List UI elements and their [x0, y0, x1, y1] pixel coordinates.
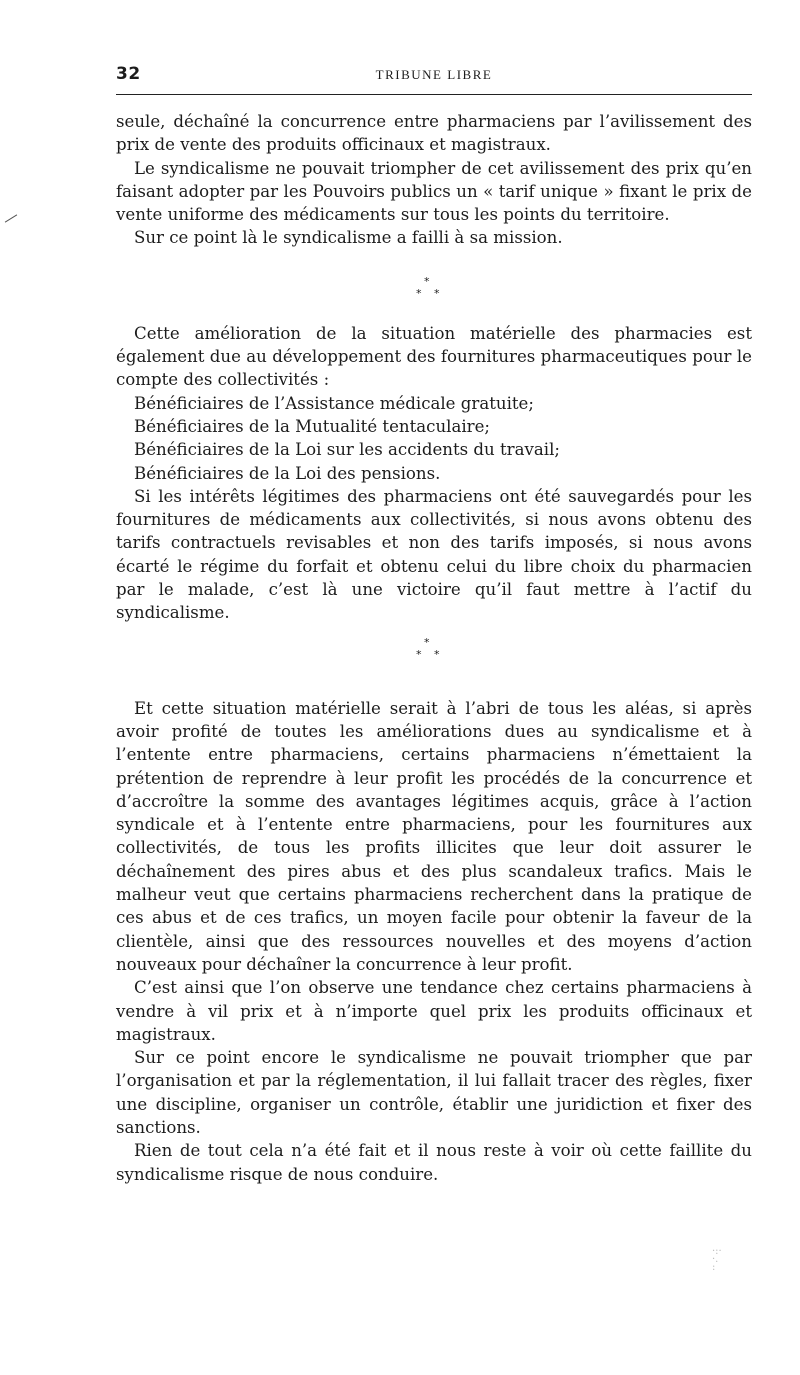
- section-separator-asterism: [116, 252, 752, 322]
- paragraph-faillite: Rien de tout cela n’a été fait et il nous reste à voir où cette faillite du syndicalisme risque de nous conduire.: [116, 1141, 752, 1184]
- paragraph-vil-prix: C’est ainsi que l’on observe une tendance chez certains pharmaciens à vendre à vil prix et à n’importe quel prix les produits officinaux et magistraux.: [116, 978, 752, 1044]
- list-item: Bénéficiaires de la Loi des pensions.: [134, 463, 441, 483]
- paragraph-tarif-unique: Le syndicalisme ne pouvait triompher de cet avilissement des prix qu’en faisant adopter par les Pouvoirs publics un « tarif unique » fixant le prix de vente uniforme des médicaments sur tous les points du territoire.: [116, 158, 752, 225]
- asterism-star-top: *: [424, 274, 430, 288]
- paragraph-interets-legitimes: Si les intérêts légitimes des pharmaciens ont été sauvegardés pour les fournitures de médicaments aux collectivités, si nous avons obtenu des tarifs contractuels revisables et non des tarifs imposés, si nous avons écarté le régime du forfait et obtenu celui du libre choix du pharmacien par le malade, c’est là une victoire qu’il faut mettre à l’actif du syndicalisme.: [116, 486, 752, 623]
- page-header: [116, 60, 752, 95]
- asterism-star-right: *: [434, 286, 440, 300]
- paragraph-continuation: seule, déchaîné la concurrence entre pharmaciens par l’avilissement des prix de vente des produits officinaux et magistraux.: [116, 112, 752, 155]
- paragraph-situation-materielle: Et cette situation matérielle serait à l’abri de tous les aléas, si après avoir profité de toutes les améliorations dues au syndicalisme et à l’entente entre pharmaciens, certains pharmaciens n’émettaient la prétention de reprendre à leur profit les procédés de la concurrence et d’accroître la somme des avantages légitimes acquis, grâce à l’action syndicale et à l’entente entre pharmaciens, pour les fournitures aux collectivités, de tous les profits illicites que leur doit assurer le déchaînement des pires abus et des plus scandaleux trafics. Mais le malheur veut que certains pharmaciens recherchent dans la pratique de ces abus et de ces trafics, un moyen facile pour obtenir la faveur de la clientèle, ainsi que des ressources nouvelles et des moyens d’action nouveaux pour déchaîner la concurrence à leur profit.: [116, 698, 752, 974]
- body-text: [116, 110, 752, 1186]
- paragraph-amelioration: Cette amélioration de la situation matérielle des pharmacies est également due au développement des fournitures pharmaceutiques pour le compte des collectivités :: [116, 323, 752, 390]
- paragraph-organisation: Sur ce point encore le syndicalisme ne pouvait triompher que par l’organisation et par la réglementation, il lui fallait tracer des règles, fixer une discipline, organiser un contrôle, établir une juridiction et fixer des sanctions.: [116, 1048, 752, 1137]
- list-item: Bénéficiaires de l’Assistance médicale gratuite;: [134, 393, 534, 413]
- list-item: Bénéficiaires de la Loi sur les accidents du travail;: [134, 440, 560, 460]
- page-number: 32: [116, 64, 141, 84]
- paragraph-failli-mission: Sur ce point là le syndicalisme a failli à sa mission.: [134, 228, 563, 248]
- asterism-star-right: *: [434, 647, 440, 661]
- asterism-star-left: *: [416, 286, 422, 300]
- running-title: TRIBUNE LIBRE: [375, 67, 493, 82]
- margin-pencil-mark: [5, 214, 17, 222]
- asterism-star-top: *: [424, 635, 430, 649]
- list-item: Bénéficiaires de la Mutualité tentaculaire;: [134, 416, 490, 436]
- asterism-star-left: *: [416, 647, 422, 661]
- paper-smudge: ·:· ·. :: [712, 1246, 722, 1273]
- section-separator-asterism: [116, 627, 752, 697]
